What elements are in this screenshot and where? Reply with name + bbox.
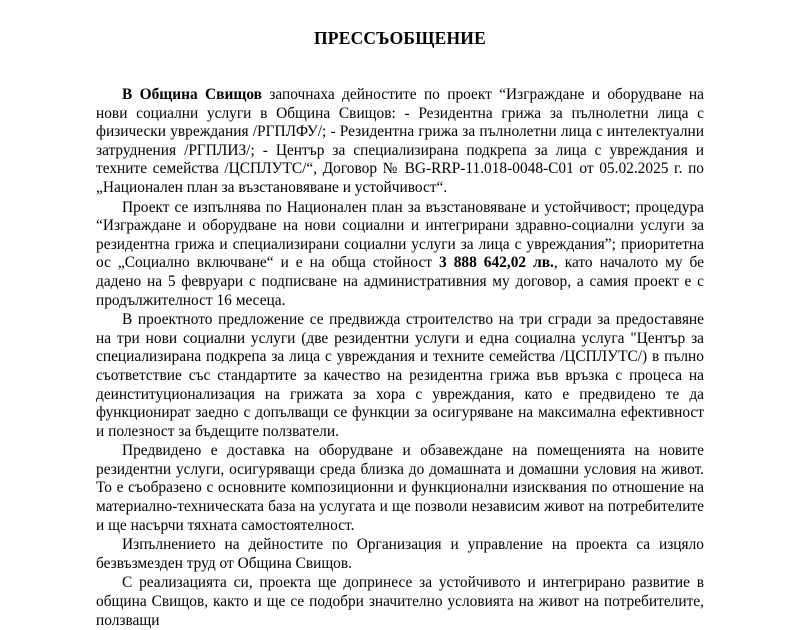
- bold-lead-municipality: В Община Свищов: [122, 86, 262, 103]
- paragraph-equipment: Предвидено е доставка на оборудване и обзавеждане на помещенията на новите резидентни услуги, осигуряващи среда близка до домашната и домашни условия на живот. То е съобразено с основните композиционни и функционални изисквания по отношение на материално-техническата база на услугата и ще позволи независим живот на потребителите и ще насърчи тяхната самостоятелност.: [96, 442, 704, 534]
- paragraph-project-funding: [96, 199, 704, 311]
- paragraph-project-start: [96, 86, 704, 198]
- document-title: ПРЕССЪОБЩЕНИЕ: [314, 28, 486, 48]
- paragraph-construction: В проектното предложение се предвижда строителство на три сгради за предоставяне на три нови социални услуги (две резидентни услуги и една социална услуга "Център за специализирана подкрепа за лица с увреждания и техните семейства /ЦСПЛУТС/) в пълно съответствие със стандартите за качество на резидентна грижа във връзка с процеса на деинституционализация на грижата за хора с увреждания, като е предвидено те да функционират заедно с допълващи се функции за осигуряване на максимална ефективност и полезност за бъдещите ползватели.: [96, 311, 704, 440]
- paragraph-outcome: С реализацията си, проекта ще допринесе за устойчивото и интегрирано развитие в община Свищов, както и ще се подобри значително условията на живот на потребителите, ползващи: [96, 574, 704, 629]
- paragraph-management: Изпълнението на дейностите по Организация и управление на проекта са изцяло безвъзмезден труд от Община Свищов.: [96, 536, 704, 572]
- paragraph-funding-text-before: Проект се изпълнява по Национален план за възстановяване и устойчивост; процедура “Изграждане и оборудване на нови социални и интегрирани здравно-социални услуги за резидентна грижа и специализирани социални услуги за лица с увреждания”; приоритетна ос „Социално включване“ и е на обща стойност: [96, 198, 704, 272]
- paragraph-project-start-text: започнаха дейностите по проект “Изграждане и оборудване на нови социални услуги в Община Свищов: - Резидентна грижа за пълнолетни лица с физически увреждания /РГПЛФУ/; - Резидентна грижа за пълнолетни лица с интелектуални затруднения /РГПЛИЗ/; - Център за специализирана подкрепа за лица с увреждания и техните семейства /ЦСПЛУТС/“, Договор № BG-RRP-11.018-0048-C01 от 05.02.2025 г. по „Национален план за възстановяване и устойчивост“.: [96, 86, 705, 196]
- paragraph-funding-text-after: , като началото му бе дадено на 5 февруари с подписване на административния му договор, а самия проект е с продължителност 16 месеца.: [96, 254, 705, 309]
- project-amount: 3 888 642,02 лв.: [439, 254, 554, 272]
